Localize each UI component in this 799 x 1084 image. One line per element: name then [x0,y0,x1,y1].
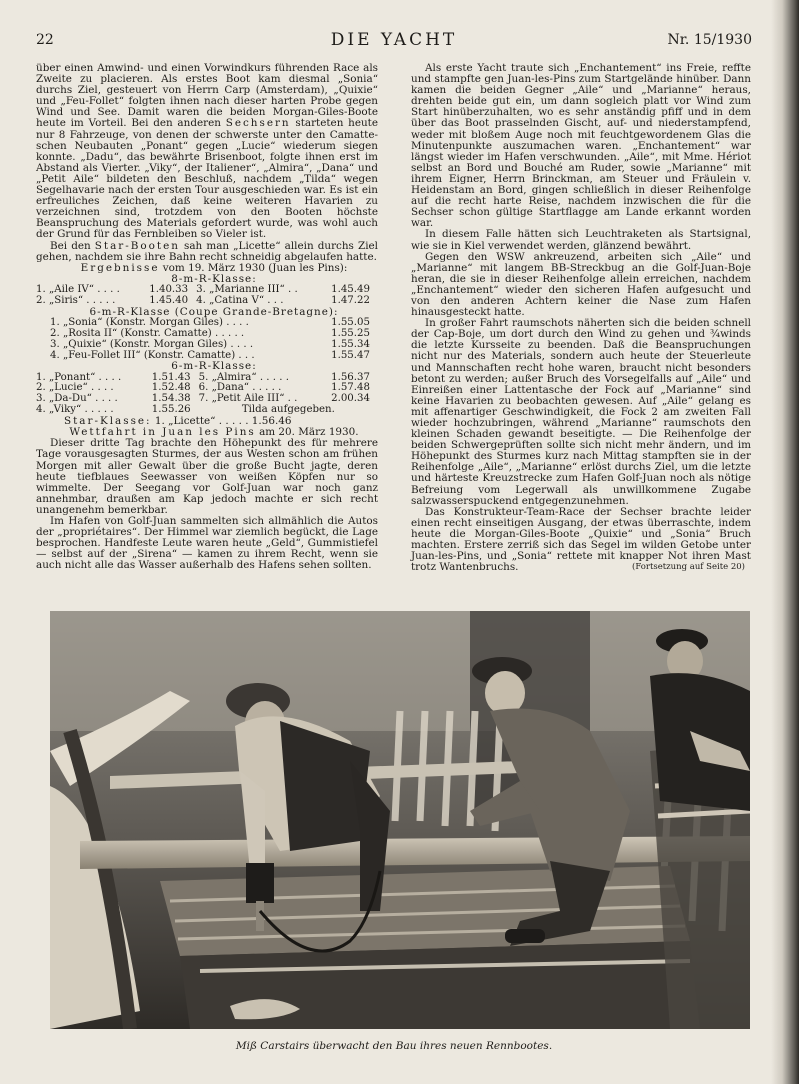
photo-caption: Miß Carstairs überwacht den Bau ihres neuen Rennbootes. [235,1040,553,1052]
table-row: 1. „Sonia“ (Konstr. Morgan Giles) . . . . 1.55.05 [50,316,370,328]
paragraph: Das Konstrukteur-Team-Race der Sechser brachte leider einen recht einseitigen Ausgang, der etwas überraschte, indem heute die Morgan-Giles-Boote „Quixie“ und „Sonia“ Bruch machten. Erstere zerriß sich das Segel im wilden Getobe unter Juan-les-Pins, und „Sonia“ rettete mit knapper Not ihren Mast trotz Wantenbruchs. (Fortsetzung auf Seite 20) [411,505,751,574]
paragraph: In diesem Falle hätten sich Leuchtraketen als Startsignal, wie sie in Kiel verwendet werden, glänzend bewährt. [411,228,751,252]
paragraph: über einen Amwind- und einen Vorwindkurs führenden Race als Zweite zu placieren. Als erstes Boot kam diesmal „Sonia“ durchs Ziel, gesteuert von Herrn Carp (Amsterdam), „Quixie“ und „Feu-Follet“ folgten ihnen nach dieser harten Probe gegen Wind und See. Damit waren die beiden Morgan-Giles-Boote heute im Vorteil. Bei den anderen Sechsern starteten heute nur 8 Fahrzeuge, von denen der schwerste unter den Camatte-schen Neubauten „Ponant“ gegen „Lucie“ wiederum siegen konnte. „Dadu“, das bewährte Brisenboot, folgte ihnen erst im Abstand als Vierter. „Viky“, der Italiener“, „Almira“, „Dana“ und „Petit Aile“ bildeten den Beschluß, nachdem „Tilda“ wegen Segelhavarie nach der ersten Tour ausgeschieden war. Es ist ein erfreuliches Zeichen, daß keine weiteren Havarien zu verzeichnen sind, trotzdem von den Booten höchste Beanspruchung des Materials gefordert wurde, was wohl auch der Grund für das Fernbleiben so Vieler ist. [36,62,379,241]
table-row: 4. „Viky“ . . . . . 1.55.26 Tilda aufgegeben. [36,404,335,416]
photo-illustration [50,611,750,1029]
right-column [411,63,751,573]
boatbuilding-photo [50,611,750,1029]
results-table-8m [36,285,378,307]
star-class-result: Star-Klasse: 1. „Licette“ . . . . . 1.56.46 [64,415,292,428]
race-heading: Wettfahrt in Juan les Pins am 20. März 1930. [69,426,359,439]
page-spine-shadow [771,0,799,1084]
page-number: 22 [36,32,54,48]
continuation-note: (Fortsetzung auf Seite 20) [632,562,745,573]
paragraph: Im Hafen von Golf-Juan sammelten sich allmählich die Autos der „propriétaires“. Der Himmel war ziemlich begückt, die Lage besprochen. Handfeste Leute waren heute „Geld“, Gummistiefel — selbst auf der „Sirena“ — kamen zu ihrem Recht, wenn sie auch nicht alle das Wasser außerhalb des Hafens sehen sollten. [36,514,378,572]
results-heading: Ergebnisse vom 19. März 1930 (Juan les Pins): [80,261,348,274]
table-row: 1. „Aile IV“ . . . . 1.40.33 3. „Marianne III“ . . 1.45.49 [36,283,370,295]
paragraph: Bei den Star-Booten sah man „Licette“ allein durchs Ziel gehen, nachdem sie ihre Bahn recht schneidig abgelaufen hatte. [36,239,378,263]
table-row: 2. „Siris“ . . . . . 1.45.40 4. „Catina V“ . . . 1.47.22 [36,294,370,306]
paragraph: Gegen den WSW ankreuzend, arbeiten sich „Aile“ und „Marianne“ mit langem BB-Streckbug an die Golf-Juan-Boje heran, die sie in dieser Reihenfolge allein erreichen, nachdem „Enchantement“ wieder den sicheren Hafen aufgesucht und von den anderen Achtern keiner die Nase zum Hafen hinausgesteckt hatte. [411,250,751,319]
results-table-6m-coupe [36,318,378,362]
table-row: 3. „Da-Du“ . . . . 1.54.38 7. „Petit Aile III“ . . 2.00.34 [36,393,370,405]
page-header [36,30,752,52]
table-row: 2. „Lucie“ . . . . 1.52.48 6. „Dana“ . . . . . 1.57.48 [36,382,370,394]
paragraph: Als erste Yacht traute sich „Enchantement“ ins Freie, reffte und stampfte gen Juan-les-Pins zum Startgelände hinüber. Dann kamen die beiden Gegner „Aile“ und „Marianne“ heraus, drehten beide gut ein, um dann sogleich platt vor Wind zum Start hinüberzuhalten, wo es sehr anständig pfiff und in dem über das Boot prasselnden Gischt, auf- und niederstampfend, weder mit bloßem Auge noch mit feuchtgewordenem Glas die Minutenpunkte auszumachen waren. „Enchantement“ war längst wieder im Hafen verschwunden. „Aile“, mit Mme. Hériot selbst an Bord und Bouché am Ruder, sowie „Marianne“ mit ihrem Eigner, Herrn Brinckman, am Steuer und Fräulein v. Heidenstam an Bord, gingen schließlich in dieser Reihenfolge auf die recht harte Reise, nachdem inzwischen die für die Sechser schon gültige Startflagge am Lande erkannt worden war. [411,62,751,230]
table-row: 1. „Ponant“ . . . . 1.51.43 5. „Almira“ . . . . . 1.56.37 [36,371,370,383]
class-heading: 6-m-R-Klasse: [171,360,257,373]
results-table-6m [36,373,378,417]
magazine-title: DIE YACHT [330,30,458,50]
class-heading: 8-m-R-Klasse: [171,272,257,285]
table-row: 3. „Quixie“ (Konstr. Morgan Giles) . . . . 1.55.34 [50,338,370,350]
issue-number: Nr. 15/1930 [667,32,752,48]
paragraph: In großer Fahrt raumschots näherten sich die beiden schnell der Cap-Boje, um dort durch den Wind zu gehen und ¾winds die letzte Kursseite zu beenden. Daß die Beanspruchungen nicht nur des Materials, sondern auch heute der Steuerleute und Mannschaften recht hohe waren, braucht nicht besonders betont zu werden; außer Bruch des Vorsegelfalls auf „Aile“ und Einreißen einer Lattentasche der Fock auf „Marianne“ sind keine Havarien zu beobachten gewesen. Auf „Aile“ gelang es mit affenartiger Geschwindigkeit, die Fock 2 am zweiten Fall wieder hochzubringen, während „Marianne“ raumschots den kleinen Schaden gewandt beseitigte. — Die Reihenfolge der beiden Schwergeprüften sollte sich nicht mehr ändern, und im Höhepunkt des Sturmes kurz nach Mittag stampften sie in der Reihenfolge „Aile“, „Marianne“ erlöst durchs Ziel, um die letzte und härteste Kreuzstrecke zum Hafen Golf-Juan noch als nötige Befreiung vom Legerwall als unwillkommene Zugabe salzwasserspuckend entgegenzunehmen. [411,317,751,507]
left-column [36,63,378,571]
table-row: 2. „Rosita II“ (Konstr. Camatte) . . . . . 1.55.25 [50,327,370,339]
table-row: 4. „Feu-Follet III“ (Konstr. Camatte) . . . 1.55.47 [50,349,370,361]
class-heading: 6-m-R-Klasse (Coupe Grande-Bretagne): [89,305,339,318]
paragraph: Dieser dritte Tag brachte den Höhepunkt des für mehrere Tage vorausgesagten Sturmes, der aus Westen schon am frühen Morgen mit aller Gewalt über die große Bucht jagte, deren heute tiefblaues Seewasser von weißen Köpfen nur so wimmelte. Der Seegang vor Golf-Juan war noch ganz annehmbar, draußen am Kap jedoch machte er sich recht unangenehm bemerkbar. [36,437,378,516]
